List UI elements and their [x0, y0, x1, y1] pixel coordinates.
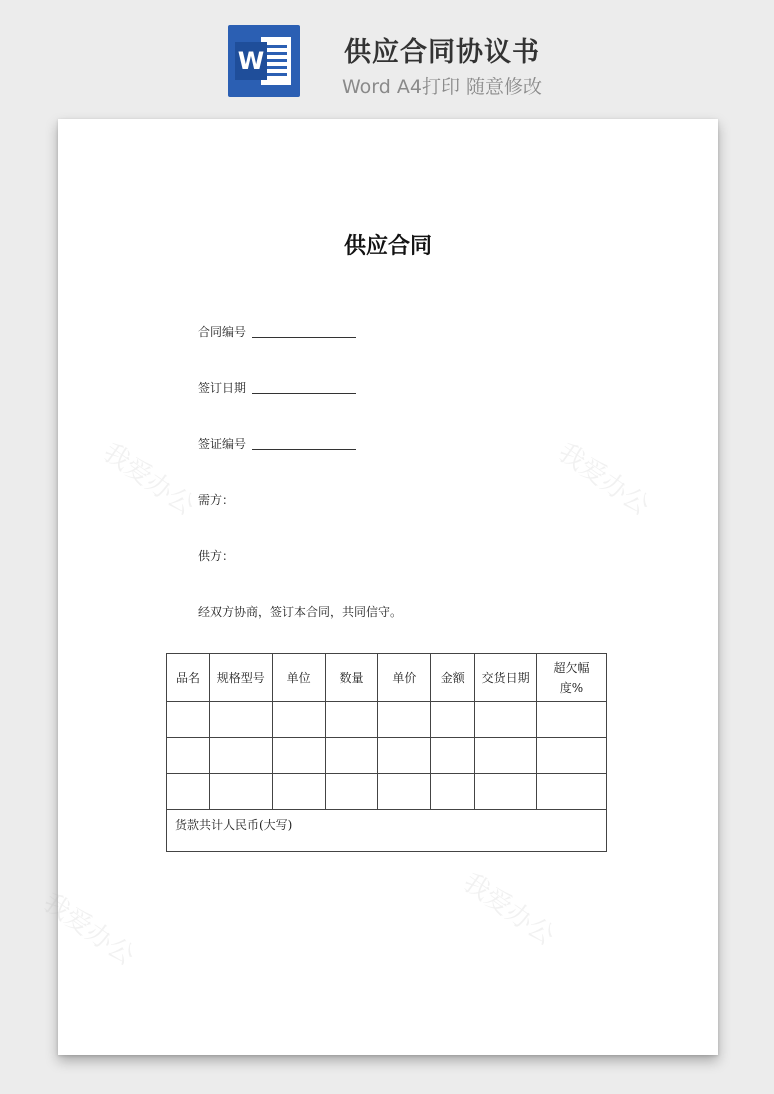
table-header-cell: 金额: [431, 654, 475, 702]
contract-number-label: 合同编号: [198, 325, 247, 339]
table-row: [167, 738, 607, 774]
table-header-row: [167, 654, 607, 702]
header-title: 供应合同协议书: [344, 37, 540, 68]
goods-table: [166, 653, 607, 852]
table-total-row: [167, 810, 607, 852]
table-cell[interactable]: [537, 738, 607, 774]
table-cell[interactable]: [272, 774, 325, 810]
table-header-cell: 单位: [272, 654, 325, 702]
table-cell[interactable]: [431, 774, 475, 810]
table-row: [167, 774, 607, 810]
table-cell[interactable]: [209, 702, 272, 738]
sign-date-label: 签订日期: [198, 381, 247, 395]
watermark: 我爱办公: [457, 867, 560, 952]
table-cell[interactable]: [325, 738, 378, 774]
sign-date-blank[interactable]: [252, 381, 356, 394]
table-row: [167, 702, 607, 738]
table-header-cell: 单价: [378, 654, 431, 702]
total-amount-cell[interactable]: 货款共计人民币(大写): [167, 810, 607, 852]
table-header-cell: 品名: [167, 654, 210, 702]
supplier-field: 供方：: [198, 549, 235, 563]
table-cell[interactable]: [537, 702, 607, 738]
table-cell[interactable]: [272, 702, 325, 738]
table-cell[interactable]: [325, 702, 378, 738]
watermark: 我爱办公: [97, 437, 200, 522]
document-title: 供应合同: [343, 234, 432, 259]
header-subtitle: Word A4打印 随意修改: [341, 76, 542, 98]
buyer-field: 需方：: [198, 493, 235, 507]
watermark: 我爱办公: [552, 437, 655, 522]
word-icon: [228, 25, 300, 97]
watermark: 我爱办公: [37, 887, 140, 972]
sign-date-field: [198, 380, 356, 396]
cert-number-label: 签证编号: [198, 437, 247, 451]
contract-number-blank[interactable]: [252, 325, 356, 338]
header: [0, 0, 774, 110]
document-page: [37, 119, 718, 1055]
table-cell[interactable]: [378, 774, 431, 810]
table-header-cell: 交货日期: [475, 654, 537, 702]
word-icon-letter: W: [237, 47, 265, 75]
table-cell[interactable]: [209, 774, 272, 810]
table-cell[interactable]: [167, 774, 210, 810]
table-header-cell: 规格型号: [209, 654, 272, 702]
cert-number-field: [198, 436, 356, 452]
cert-number-blank[interactable]: [252, 437, 356, 450]
agreement-text: 经双方协商，签订本合同，共同信守。: [198, 605, 403, 619]
table-cell[interactable]: [378, 702, 431, 738]
table-cell[interactable]: [475, 738, 537, 774]
table-cell[interactable]: [167, 738, 210, 774]
table-cell[interactable]: [431, 738, 475, 774]
table-cell[interactable]: [167, 702, 210, 738]
table-cell[interactable]: [272, 738, 325, 774]
table-cell[interactable]: [475, 702, 537, 738]
table-cell[interactable]: [378, 738, 431, 774]
table-cell[interactable]: [431, 702, 475, 738]
table-cell[interactable]: [209, 738, 272, 774]
contract-number-field: [198, 324, 356, 340]
table-header-cell: 超欠幅度%: [537, 654, 607, 702]
table-header-cell: 数量: [325, 654, 378, 702]
table-cell[interactable]: [325, 774, 378, 810]
table-cell[interactable]: [475, 774, 537, 810]
table-cell[interactable]: [537, 774, 607, 810]
